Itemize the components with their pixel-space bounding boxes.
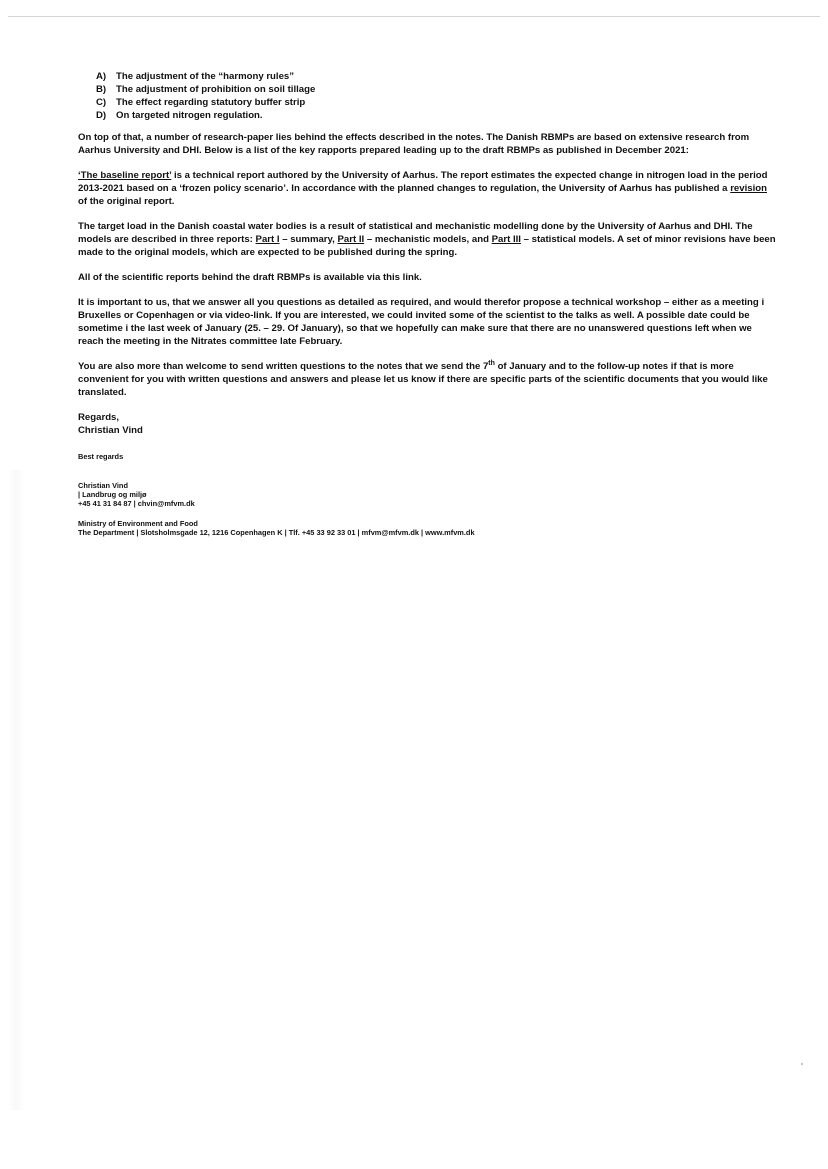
paragraph-text: You are also more than welcome to send written questions to the notes that we send the 7 bbox=[78, 361, 489, 372]
signature-name: Christian Vind bbox=[78, 481, 128, 490]
list-letter: B) bbox=[96, 84, 107, 95]
paragraph-text: – summary, bbox=[279, 234, 338, 245]
paragraph-text: – mechanistic models, and bbox=[364, 234, 492, 245]
closing-regards: Regards, bbox=[78, 412, 120, 423]
paragraph-reports-link: All of the scientific reports behind the draft RBMPs is available via this link. bbox=[78, 272, 422, 283]
list-item bbox=[96, 70, 778, 83]
list-letter: D) bbox=[96, 110, 107, 121]
list-text: The adjustment of the “harmony rules” bbox=[116, 71, 295, 82]
paragraph-text: is a technical report authored by the University of Aarhus. The report estimates the expected change in nitrogen load in the period 2013-2021 based on a ‘frozen policy scenario’. In accordance with the planned changes to regulation, the University of Aarhus has published a bbox=[78, 170, 768, 194]
top-rule bbox=[8, 16, 820, 17]
letter-body bbox=[78, 70, 778, 537]
list-letter: C) bbox=[96, 97, 107, 108]
list-item bbox=[96, 96, 778, 109]
list-text: The adjustment of prohibition on soil tillage bbox=[116, 84, 316, 95]
list-text: On targeted nitrogen regulation. bbox=[116, 110, 263, 121]
signature-best-regards: Best regards bbox=[78, 452, 124, 461]
baseline-report-link[interactable]: ‘The baseline report’ bbox=[78, 170, 172, 181]
part-2-link[interactable]: Part II bbox=[337, 234, 365, 245]
paragraph-text: – statistical models. A set of minor revisions have been made to the original models, which are expected to be published during the spring. bbox=[78, 234, 776, 258]
signature-contact[interactable]: +45 41 31 84 87 | chvin@mfvm.dk bbox=[78, 499, 195, 508]
paragraph-text: of the original report. bbox=[78, 196, 175, 207]
paragraph-written-questions bbox=[78, 360, 778, 399]
list-letter: A) bbox=[96, 71, 107, 82]
paragraph-target-load bbox=[78, 220, 778, 259]
ordinal-suffix: th bbox=[488, 360, 495, 367]
signature-block bbox=[78, 481, 778, 537]
paragraph-research: On top of that, a number of research-paper lies behind the effects described in the notes. The Danish RBMPs are based on extensive research from Aarhus University and DHI. Below is a list of the key rapports prepared leading up to the draft RBMPs as published in December 2021: bbox=[78, 132, 750, 156]
scan-speck bbox=[801, 1063, 803, 1065]
paragraph-text: The target load in the Danish coastal water bodies is a result of statistical and mechanistic modelling done by the University of Aarhus and DHI. The models are described in three reports: bbox=[78, 221, 753, 245]
closing-name: Christian Vind bbox=[78, 425, 143, 436]
signature-address: The Department | Slotsholmsgade 12, 1216 Copenhagen K | Tlf. +45 33 92 33 01 | mfvm@mfvm.dk | www.mfvm.dk bbox=[78, 528, 475, 537]
part-1-link[interactable]: Part I bbox=[255, 234, 280, 245]
part-3-link[interactable]: Part III bbox=[491, 234, 521, 245]
list-item bbox=[96, 83, 778, 96]
revision-link[interactable]: revision bbox=[730, 183, 767, 194]
paragraph-workshop: It is important to us, that we answer all you questions as detailed as required, and would therefor propose a technical workshop – either as a meeting i Bruxelles or Copenhagen or via video-link. If you are interested, we could invited some of the scientist to the talks as well. A possible date could be sometime i the last week of January (25. – 29. Of January), so that we hopefully can make sure that there are no unanswered questions left when we reach the meeting in the Nitrates committee late February. bbox=[78, 297, 765, 347]
signature-organization: Ministry of Environment and Food bbox=[78, 519, 198, 528]
scan-shadow bbox=[8, 470, 26, 1110]
signature-department: | Landbrug og miljø bbox=[78, 490, 147, 499]
effects-list bbox=[78, 70, 778, 122]
paragraph-text: of January and to the follow-up notes if that is more convenient for you with written questions and answers and please let us know if there are specific parts of the scientific documents that you would like translated. bbox=[78, 361, 768, 398]
list-text: The effect regarding statutory buffer strip bbox=[116, 97, 306, 108]
paragraph-baseline bbox=[78, 169, 778, 208]
list-item bbox=[96, 109, 778, 122]
